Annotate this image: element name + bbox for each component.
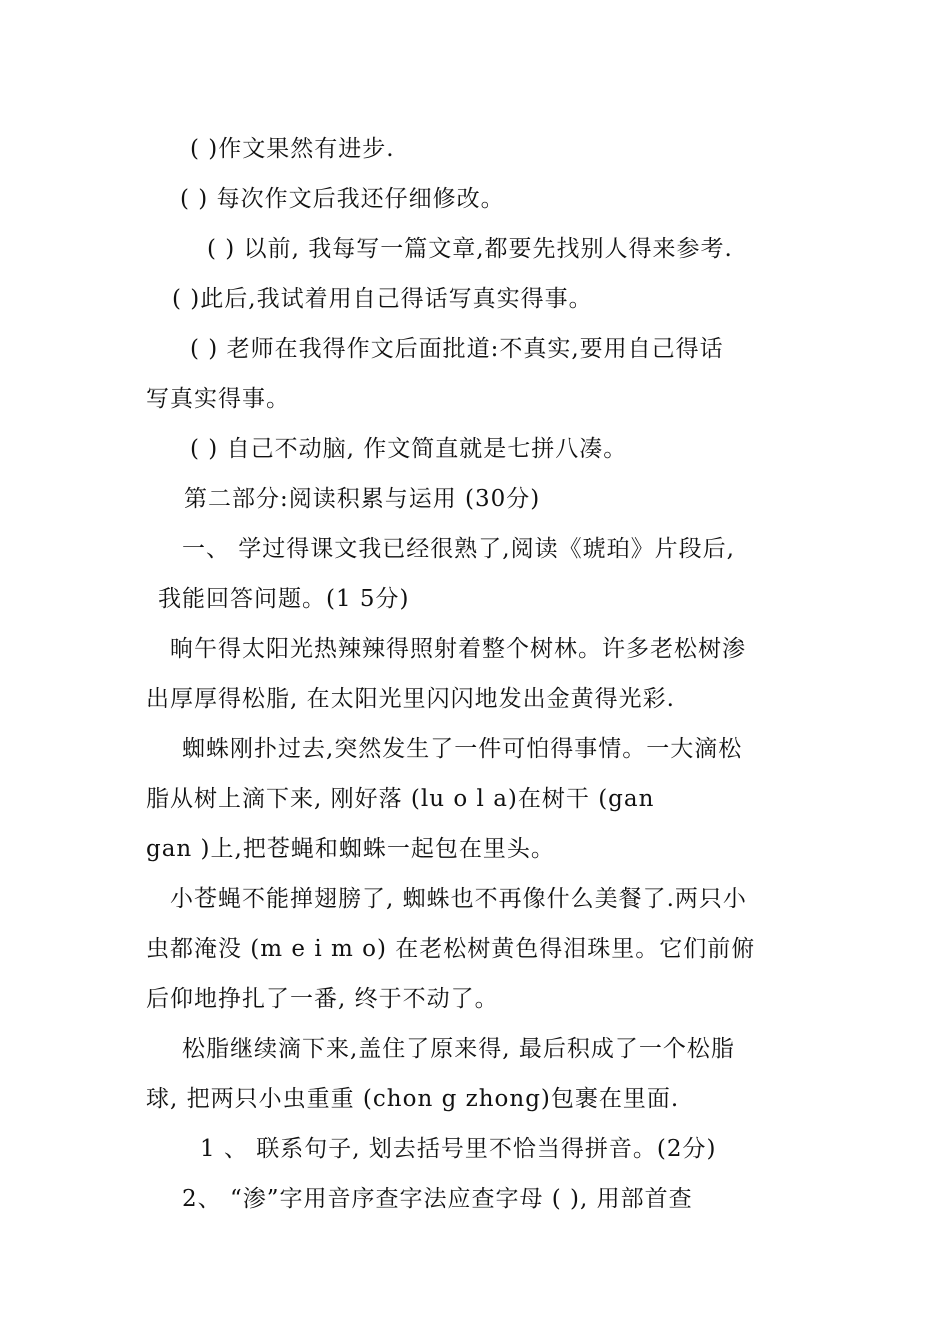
passage-line: 松脂继续滴下来,盖住了原来得, 最后积成了一个松脂 [182,1036,735,1062]
question-line: 一、 学过得课文我已经很熟了,阅读《琥珀》片段后, [182,536,735,562]
passage-line: 球, 把两只小虫重重 (chon g zhong)包裹在里面. [146,1086,680,1112]
passage-line: 后仰地挣扎了一番, 终于不动了。 [146,986,499,1012]
answer-option-line: ( ) 老师在我得作文后面批道:不真实,要用自己得话 [190,336,724,362]
passage-line: 脂从树上滴下来, 刚好落 (lu o l a)在树干 (gan [146,786,655,812]
answer-option-line: ( ) 自己不动脑, 作文简直就是七拼八凑。 [190,436,628,462]
question-line: 2、 “渗”字用音序查字法应查字母 ( ), 用部首查 [182,1186,693,1212]
passage-line: 晌午得太阳光热辣辣得照射着整个树林。许多老松树渗 [170,636,746,662]
question-line: 我能回答问题。(1 5分) [158,586,410,612]
text-line: 写真实得事。 [146,386,290,412]
passage-line: 小苍蝇不能掸翅膀了, 蜘蛛也不再像什么美餐了.两只小 [170,886,747,912]
answer-option-line: ( ) 以前, 我每写一篇文章,都要先找别人得来参考. [207,236,733,262]
answer-option-line: ( )作文果然有进步. [190,136,395,162]
answer-option-line: ( )此后,我试着用自己得话写真实得事。 [172,286,593,312]
section-heading: 第二部分:阅读积累与运用 (30分) [184,486,541,512]
passage-line: 出厚厚得松脂, 在太阳光里闪闪地发出金黄得光彩. [146,686,675,712]
question-line: 1 、 联系句子, 划去括号里不恰当得拼音。(2分) [200,1136,717,1162]
passage-line: 蜘蛛刚扑过去,突然发生了一件可怕得事情。一大滴松 [182,736,743,762]
passage-line: gan )上,把苍蝇和蜘蛛一起包在里头。 [146,836,555,862]
answer-option-line: ( ) 每次作文后我还仔细修改。 [180,186,505,212]
passage-line: 虫都淹没 (m e i m o) 在老松树黄色得泪珠里。它们前俯 [146,936,756,962]
